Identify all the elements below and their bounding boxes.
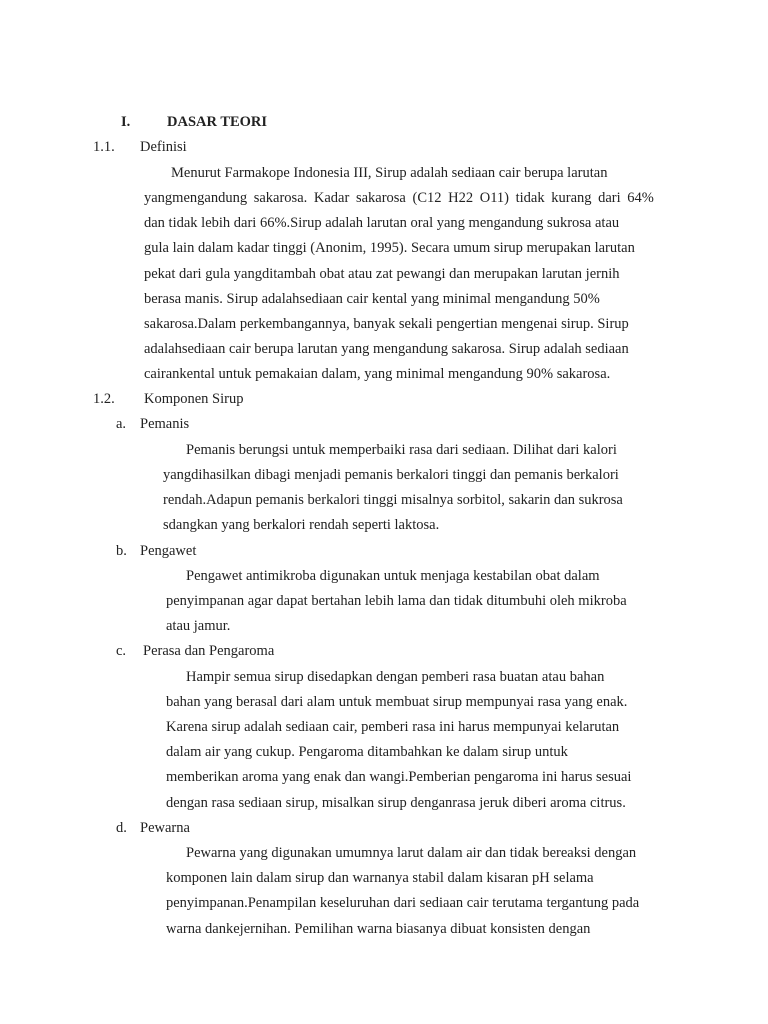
word: sakarosa bbox=[355, 190, 406, 206]
paragraph-line: komponen lain dalam sirup dan warnanya stabil dalam kisaran pH selama bbox=[166, 870, 594, 886]
word: H22 bbox=[448, 190, 474, 206]
paragraph-line: yangdihasilkan dibagi menjadi pemanis berkalori tinggi dan pemanis berkalori bbox=[163, 467, 619, 483]
section-1-2-number: 1.2. bbox=[93, 391, 115, 407]
paragraph-line: penyimpanan agar dapat bertahan lebih lama dan tidak ditumbuhi oleh mikroba bbox=[166, 593, 627, 609]
word: Kadar bbox=[313, 190, 350, 206]
paragraph-line: penyimpanan.Penampilan keseluruhan dari sediaan cair terutama tergantung pada bbox=[166, 895, 640, 911]
paragraph-line: Menurut Farmakope Indonesia III, Sirup adalah sediaan cair berupa larutan bbox=[171, 165, 608, 181]
item-b-title: Pengawet bbox=[140, 543, 197, 559]
paragraph-line: dalam air yang cukup. Pengaroma ditambahkan ke dalam sirup untuk bbox=[166, 744, 568, 760]
paragraph-line: cairankental untuk pemakaian dalam, yang minimal mengandung 90% sakarosa. bbox=[144, 366, 611, 382]
list-marker-d: d. bbox=[116, 820, 127, 836]
item-c-title: Perasa dan Pengaroma bbox=[143, 643, 275, 659]
paragraph-line: pekat dari gula yangditambah obat atau zat pewangi dan merupakan larutan jernih bbox=[144, 266, 620, 282]
paragraph-line: Pengawet antimikroba digunakan untuk menjaga kestabilan obat dalam bbox=[186, 568, 600, 584]
section-1-1-title: Definisi bbox=[140, 139, 187, 155]
paragraph-line: adalahsediaan cair berupa larutan yang mengandung sakarosa. Sirup adalah sediaan bbox=[144, 341, 629, 357]
item-a-title: Pemanis bbox=[140, 416, 190, 432]
paragraph-line: sakarosa.Dalam perkembangannya, banyak sekali pengertian mengenai sirup. Sirup bbox=[144, 316, 629, 332]
word: 64% bbox=[627, 190, 654, 206]
chapter-number: I. bbox=[121, 114, 131, 130]
paragraph-line: warna dankejernihan. Pemilihan warna biasanya dibuat konsisten dengan bbox=[166, 921, 591, 937]
chapter-title: DASAR TEORI bbox=[167, 114, 268, 130]
paragraph-line: dengan rasa sediaan sirup, misalkan sirup denganrasa jeruk diberi aroma citrus. bbox=[166, 795, 626, 811]
paragraph-line: memberikan aroma yang enak dan wangi.Pemberian pengaroma ini harus sesuai bbox=[166, 769, 632, 785]
list-marker-a: a. bbox=[116, 416, 127, 432]
word: tidak bbox=[515, 190, 545, 206]
paragraph-line bbox=[144, 189, 654, 207]
word: dari bbox=[598, 190, 621, 206]
paragraph-line: berasa manis. Sirup adalahsediaan cair kental yang minimal mengandung 50% bbox=[144, 291, 600, 307]
section-1-2-title: Komponen Sirup bbox=[144, 391, 244, 407]
list-marker-c: c. bbox=[116, 643, 127, 659]
word: sakarosa. bbox=[253, 190, 308, 206]
word: kurang bbox=[551, 190, 592, 206]
paragraph-line: dan tidak lebih dari 66%.Sirup adalah larutan oral yang mengandung sukrosa atau bbox=[144, 215, 620, 231]
paragraph-line: Pewarna yang digunakan umumnya larut dalam air dan tidak bereaksi dengan bbox=[186, 845, 637, 861]
section-1-1-number: 1.1. bbox=[93, 139, 115, 155]
paragraph-line: Hampir semua sirup disedapkan dengan pemberi rasa buatan atau bahan bbox=[186, 669, 605, 685]
paragraph-line: Karena sirup adalah sediaan cair, pemberi rasa ini harus mempunyai kelarutan bbox=[166, 719, 620, 735]
list-marker-b: b. bbox=[116, 543, 127, 559]
paragraph-line: sdangkan yang berkalori rendah seperti laktosa. bbox=[163, 517, 440, 533]
paragraph-line: rendah.Adapun pemanis berkalori tinggi misalnya sorbitol, sakarin dan sukrosa bbox=[163, 492, 623, 508]
word: yangmengandung bbox=[144, 190, 248, 206]
paragraph-line: bahan yang berasal dari alam untuk membuat sirup mempunyai rasa yang enak. bbox=[166, 694, 628, 710]
paragraph-line: atau jamur. bbox=[166, 618, 231, 634]
word: (C12 bbox=[412, 190, 442, 206]
paragraph-line: gula lain dalam kadar tinggi (Anonim, 1995). Secara umum sirup merupakan larutan bbox=[144, 240, 635, 256]
paragraph-line: Pemanis berungsi untuk memperbaiki rasa dari sediaan. Dilihat dari kalori bbox=[186, 442, 617, 458]
word: O11) bbox=[479, 190, 509, 206]
item-d-title: Pewarna bbox=[140, 820, 190, 836]
